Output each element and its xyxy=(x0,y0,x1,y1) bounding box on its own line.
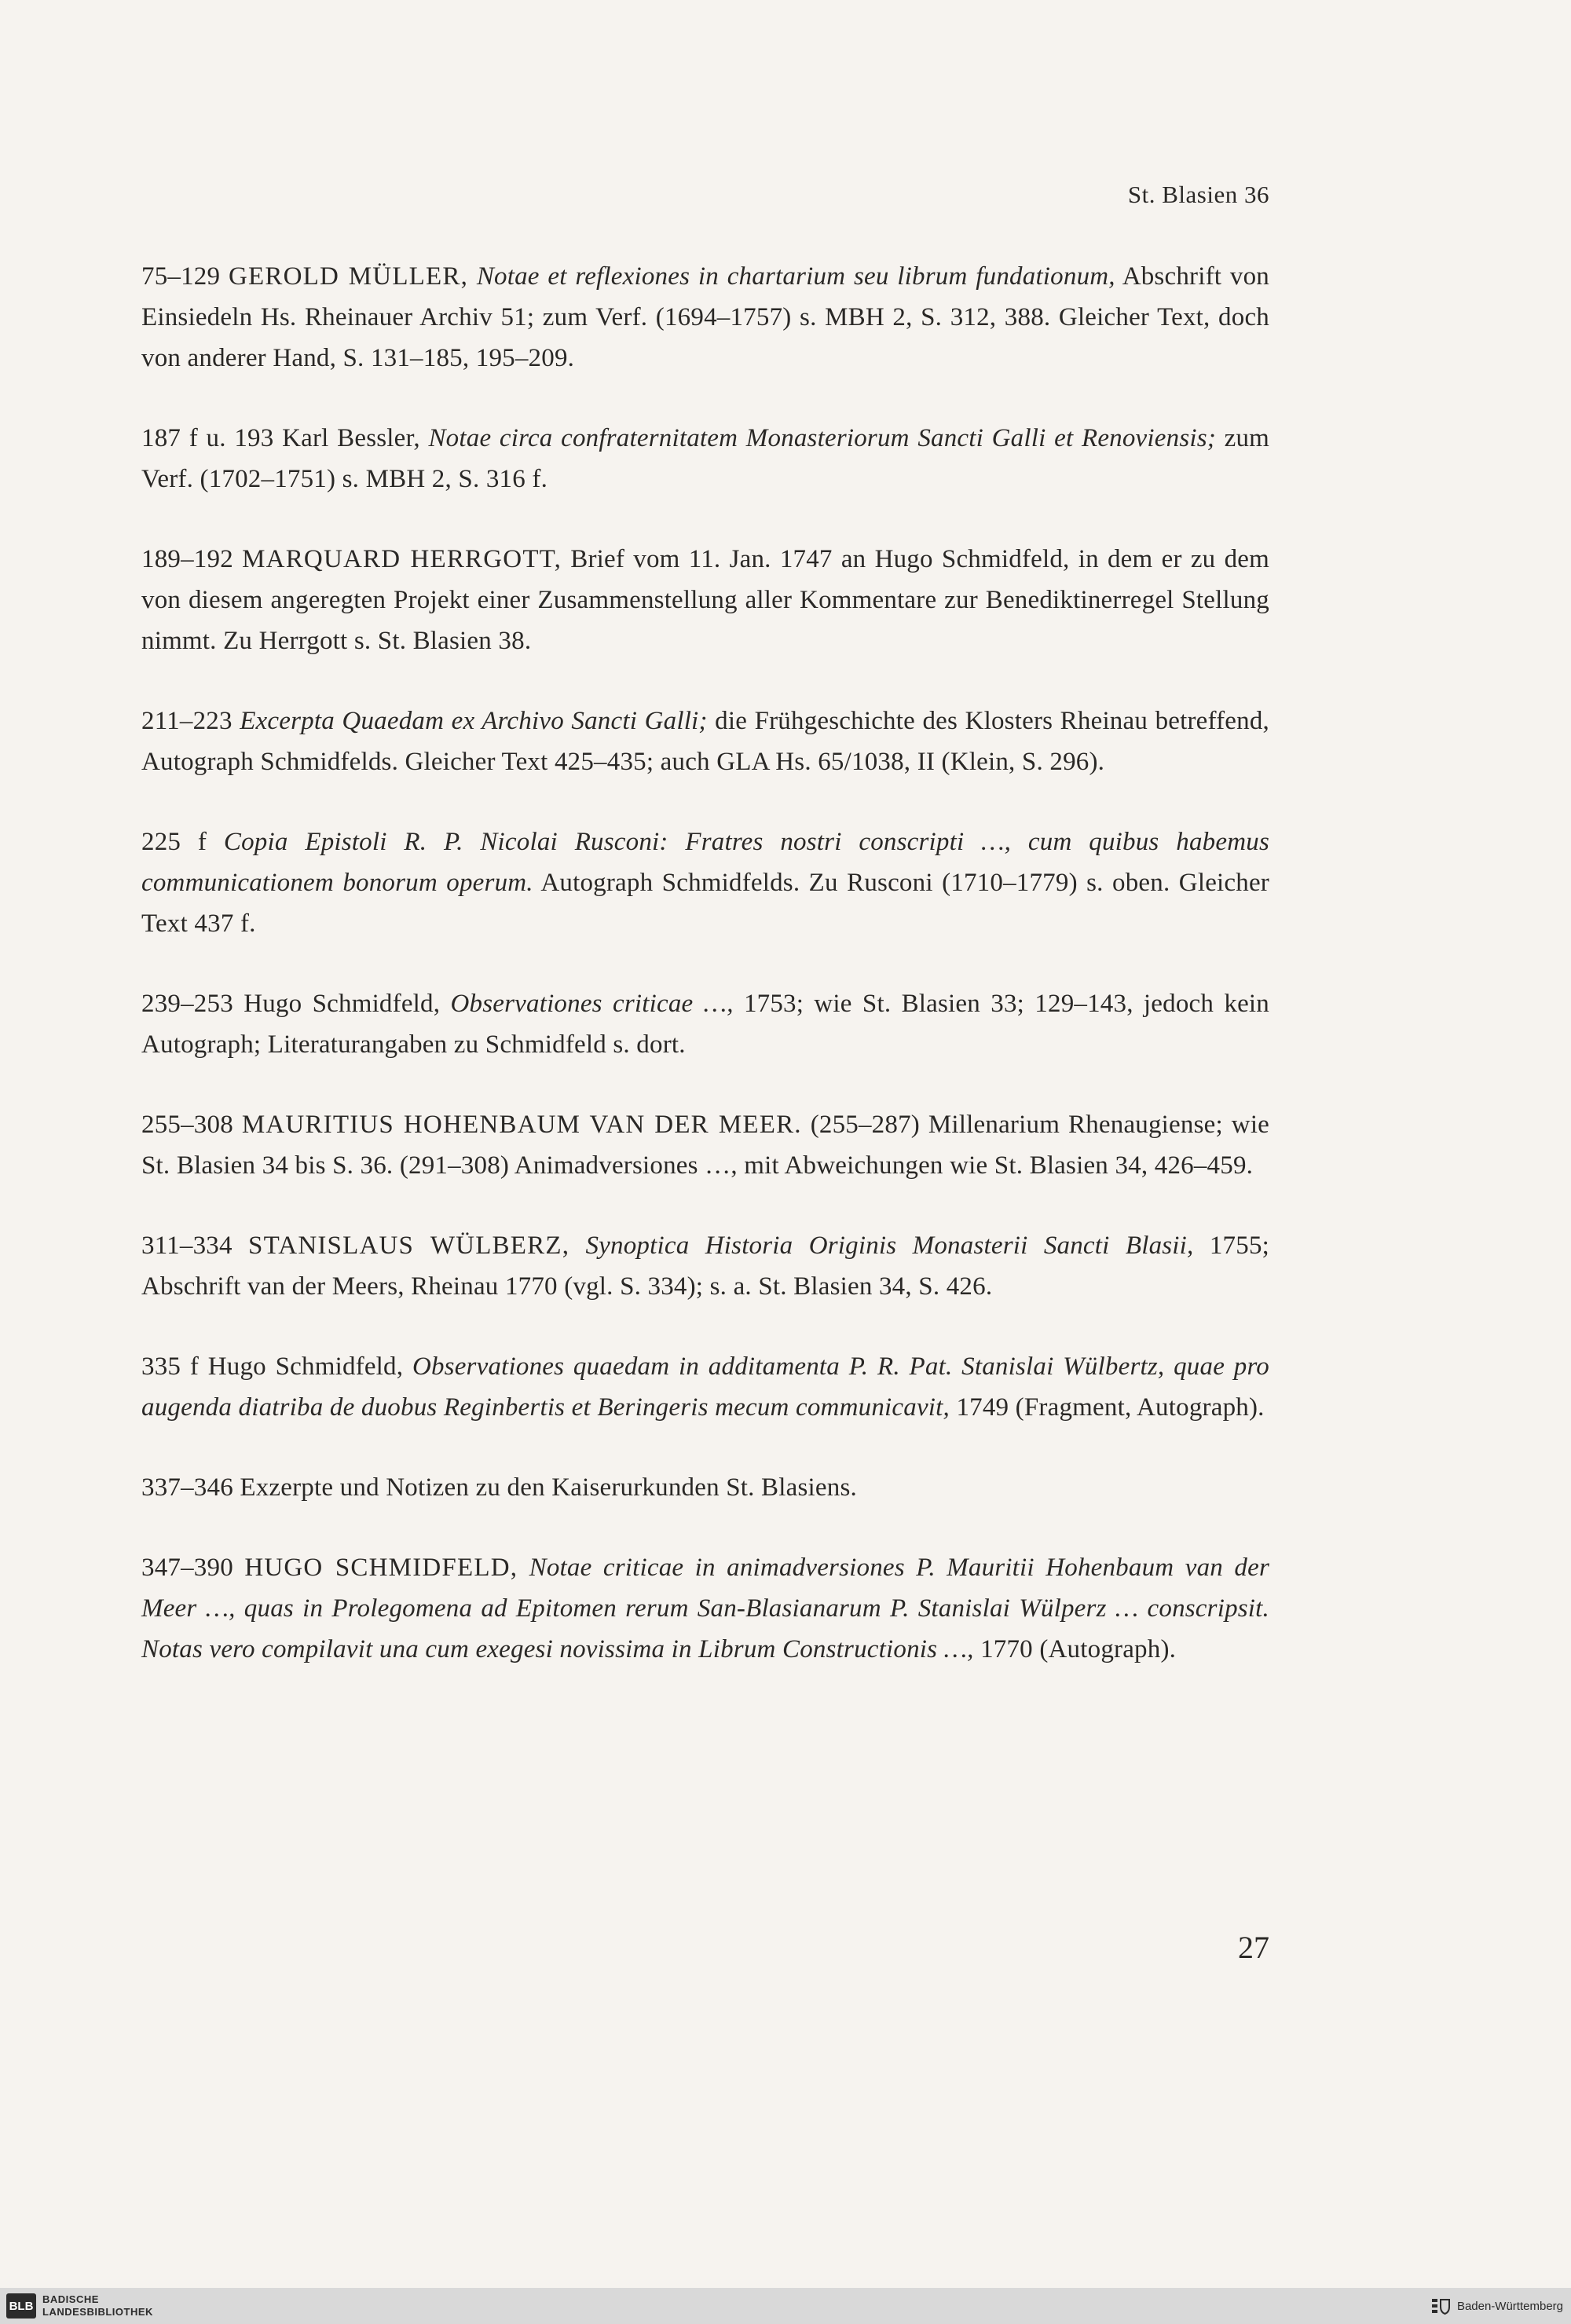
entry-ref: 255–308 xyxy=(141,1111,233,1139)
entry-author: MAURITIUS HOHENBAUM VAN DER MEER. xyxy=(241,1111,802,1139)
entry-author: MARQUARD HERRGOTT, xyxy=(242,545,562,573)
entry-text: die Frühgeschichte des Klosters Rheinau betreffend, Autograph Schmidfelds. Gleicher Text 425–435; auch GLA Hs. 65/1038, II (Klein, S. 296). xyxy=(141,707,1269,776)
entry-ref: 225 f xyxy=(141,828,207,856)
entry xyxy=(141,1547,1269,1670)
entry-title: Observationes criticae …, xyxy=(450,990,734,1018)
entry-title: Copia Epistoli R. P. Nicolai Rusconi: Fratres nostri conscripti …, cum quibus habemus communicationem bonorum operum. xyxy=(141,828,1269,897)
entry-text: Autograph Schmidfelds. Zu Rusconi (1710–1779) s. oben. Gleicher Text 437 f. xyxy=(141,869,1269,938)
entry-ref: 337–346 xyxy=(141,1473,233,1502)
library-name xyxy=(42,2293,153,2319)
entry-text: Abschrift von Einsiedeln Hs. Rheinauer Archiv 51; zum Verf. (1694–1757) s. MBH 2, S. 312, 388. Gleicher Text, doch von anderer Hand, S. 131–185, 195–209. xyxy=(141,262,1269,372)
state-logo xyxy=(1430,2297,1563,2315)
entry-title: Notae et reflexiones in chartarium seu librum fundationum, xyxy=(476,262,1115,291)
entry-text: 1753; wie St. Blasien 33; 129–143, jedoch kein Autograph; Literaturangaben zu Schmidfeld s. dort. xyxy=(141,990,1269,1059)
entry-title: Notae criticae in animadversiones P. Mauritii Hohenbaum van der Meer …, quas in Prolegomena ad Epitomen rerum San-Blasianarum P. Stanislai Wülperz … conscripsit. Notas vero compilavit una cum exegesi novissima in Librum Constructionis …, xyxy=(141,1554,1269,1663)
entry-text: Exzerpte und Notizen zu den Kaiserurkunden St. Blasiens. xyxy=(240,1473,857,1502)
entry xyxy=(141,701,1269,782)
entry-author: HUGO SCHMIDFELD, xyxy=(244,1554,518,1582)
entry-text: 1749 (Fragment, Autograph). xyxy=(956,1393,1265,1422)
entry-ref: 335 f xyxy=(141,1352,200,1381)
running-head: St. Blasien 36 xyxy=(1127,181,1269,208)
entry-ref: 211–223 xyxy=(141,707,233,735)
state-name: Baden-Württemberg xyxy=(1456,2299,1563,2313)
entry xyxy=(141,983,1269,1065)
entry xyxy=(141,539,1269,661)
entry xyxy=(141,256,1269,379)
entry-title: Synoptica Historia Originis Monasterii Sancti Blasii, xyxy=(585,1232,1194,1260)
entry-ref: 239–253 xyxy=(141,990,233,1018)
entry-title: Excerpta Quaedam ex Archivo Sancti Galli; xyxy=(240,707,708,735)
page-number: 27 xyxy=(1238,1930,1269,1965)
entry-title: Notae circa confraternitatem Monasteriorum Sancti Galli et Renoviensis; xyxy=(428,424,1216,452)
library-name-line1: BADISCHE xyxy=(42,2293,99,2305)
entry-ref: 189–192 xyxy=(141,545,233,573)
entry-text: 1770 (Autograph). xyxy=(980,1635,1177,1663)
entry xyxy=(141,1346,1269,1428)
entry-author: Hugo Schmidfeld, xyxy=(244,990,441,1018)
entry-ref: 187 f u. 193 xyxy=(141,424,274,452)
entry-author: Hugo Schmidfeld, xyxy=(207,1352,404,1381)
entry-text: zum Verf. (1702–1751) s. MBH 2, S. 316 f. xyxy=(141,424,1270,493)
entry-ref: 75–129 xyxy=(141,262,221,291)
entry-author: STANISLAUS WÜLBERZ, xyxy=(248,1232,570,1260)
entry-text: Brief vom 11. Jan. 1747 an Hugo Schmidfeld, in dem er zu dem von diesem angeregten Projekt einer Zusammenstellung aller Kommentare zur Benediktinerregel Stellung nimmt. Zu Herrgott s. St. Blasien 38. xyxy=(141,545,1270,655)
entry xyxy=(141,1467,1269,1508)
blb-logo: BLB xyxy=(6,2293,36,2319)
library-name-line2: LANDESBIBLIOTHEK xyxy=(42,2306,153,2318)
entry-list xyxy=(141,256,1269,1709)
entry-title: Observationes quaedam in additamenta P. R. Pat. Stanislai Wülbertz, quae pro augenda diatriba de duobus Reginbertis et Beringeris mecum communicavit, xyxy=(141,1352,1269,1422)
entry-text: 1755; Abschrift van der Meers, Rheinau 1770 (vgl. S. 334); s. a. St. Blasien 34, S. 426. xyxy=(141,1232,1270,1301)
entry-author: Karl Bessler, xyxy=(282,424,420,452)
entry xyxy=(141,822,1269,944)
state-coat-of-arms-icon xyxy=(1430,2297,1451,2315)
footer-bar xyxy=(0,2288,1571,2324)
entry xyxy=(141,1225,1269,1307)
entry-author: GEROLD MÜLLER, xyxy=(228,262,469,291)
entry-ref: 347–390 xyxy=(141,1554,233,1582)
entry xyxy=(141,1104,1269,1186)
entry-text: (255–287) Millenarium Rhenaugiense; wie St. Blasien 34 bis S. 36. (291–308) Animadversiones …, mit Abweichungen wie St. Blasien 34, 426–459. xyxy=(141,1111,1270,1180)
entry xyxy=(141,418,1269,500)
entry-ref: 311–334 xyxy=(141,1232,233,1260)
